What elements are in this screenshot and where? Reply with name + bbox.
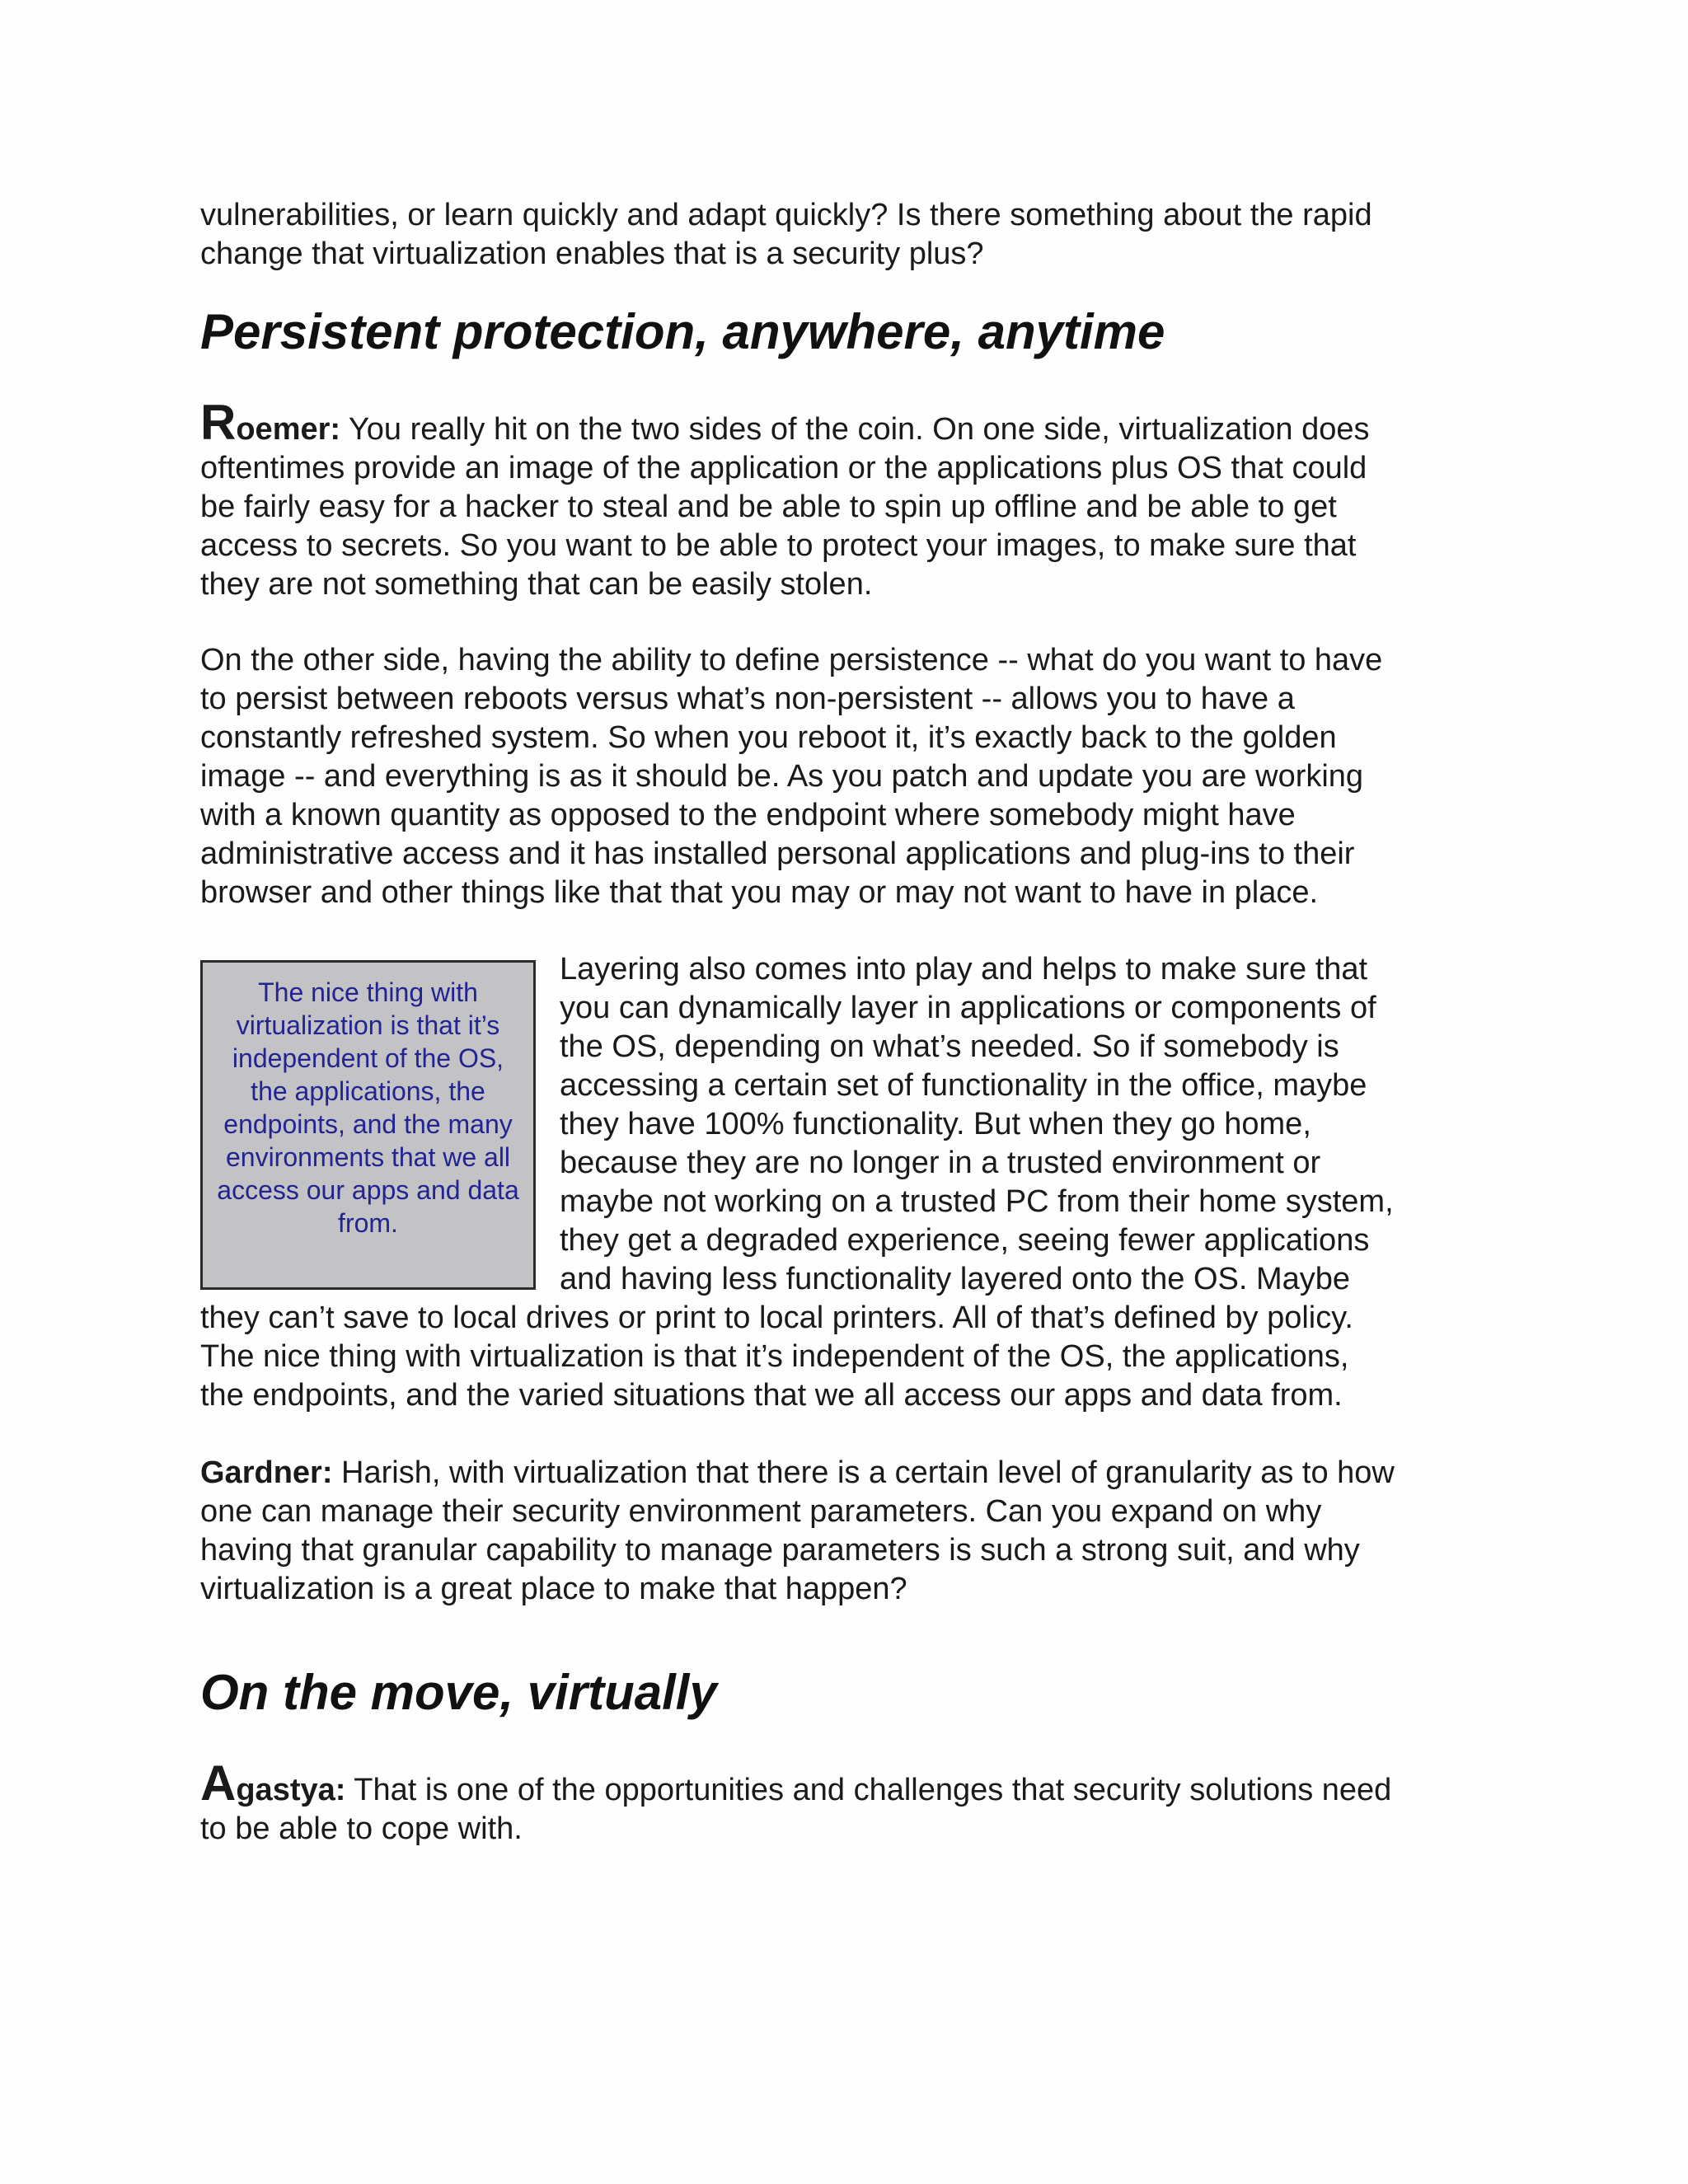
- document-page: [200, 196, 1395, 1849]
- intro-paragraph: vulnerabilities, or learn quickly and adapt quickly? Is there something about the rapid change that virtualization enables that is a security plus?: [200, 198, 1372, 271]
- speaker-label-agastya: gastya:: [236, 1773, 346, 1807]
- agastya-paragraph: [200, 1755, 1395, 1849]
- section-heading-persistent-protection: Persistent protection, anywhere, anytime: [200, 304, 1165, 359]
- layering-paragraph: Layering also comes into play and helps to make sure that you can dynamically layer in applications or components of the OS, depending on what’s needed. So if somebody is accessing a certain set of functionality in the office, maybe they have 100% functionality. But when they go home, because they are no longer in a trusted environment or maybe not working on a trusted PC from their home system, they get a degraded experience, seeing fewer applications and having less functionality layered onto the OS. Maybe they can’t save to local drives or print to local printers. All of that’s defined by policy. The nice thing with virtualization is that it’s independent of the OS, the applications, the endpoints, and the varied situations that we all access our apps and data from.: [200, 952, 1394, 1413]
- persistence-paragraph: On the other side, having the ability to define persistence -- what do you want to have to persist between reboots versus what’s non-persistent -- allows you to have a constantly refreshed system. So when you reboot it, it’s exactly back to the golden image -- and everything is as it should be. As you patch and update you are working with a known quantity as opposed to the endpoint where somebody might have administrative access and it has installed personal applications and plug-ins to their browser and other things like that that you may or may not want to have in place.: [200, 643, 1383, 910]
- gardner-text: Harish, with virtualization that there is a certain level of granularity as to how one can manage their security environment parameters. Can you expand on why having that granular capability to manage parameters is such a strong suit, and why virtualization is a great place to make that happen?: [200, 1455, 1395, 1606]
- pull-quote-box: The nice thing with virtualization is that it’s independent of the OS, the applications, the endpoints, and the many environments that we all access our apps and data from.: [200, 960, 536, 1290]
- section-heading-on-the-move: On the move, virtually: [200, 1665, 717, 1720]
- layering-block: [200, 950, 1395, 1415]
- speaker-label-roemer: oemer:: [236, 412, 341, 447]
- drop-cap: A: [200, 1755, 237, 1811]
- agastya-text: That is one of the opportunities and challenges that security solutions need to be able to cope with.: [200, 1773, 1392, 1846]
- roemer-text: You really hit on the two sides of the coin. On one side, virtualization does oftentimes provide an image of the application or the applications plus OS that could be fairly easy for a hacker to steal and be able to spin up offline and be able to get access to secrets. So you want to be able to protect your images, to make sure that they are not something that can be easily stolen.: [200, 412, 1370, 602]
- roemer-paragraph: [200, 395, 1395, 604]
- gardner-paragraph: [200, 1454, 1395, 1609]
- speaker-label-gardner: Gardner:: [200, 1455, 333, 1490]
- drop-cap: R: [200, 395, 237, 450]
